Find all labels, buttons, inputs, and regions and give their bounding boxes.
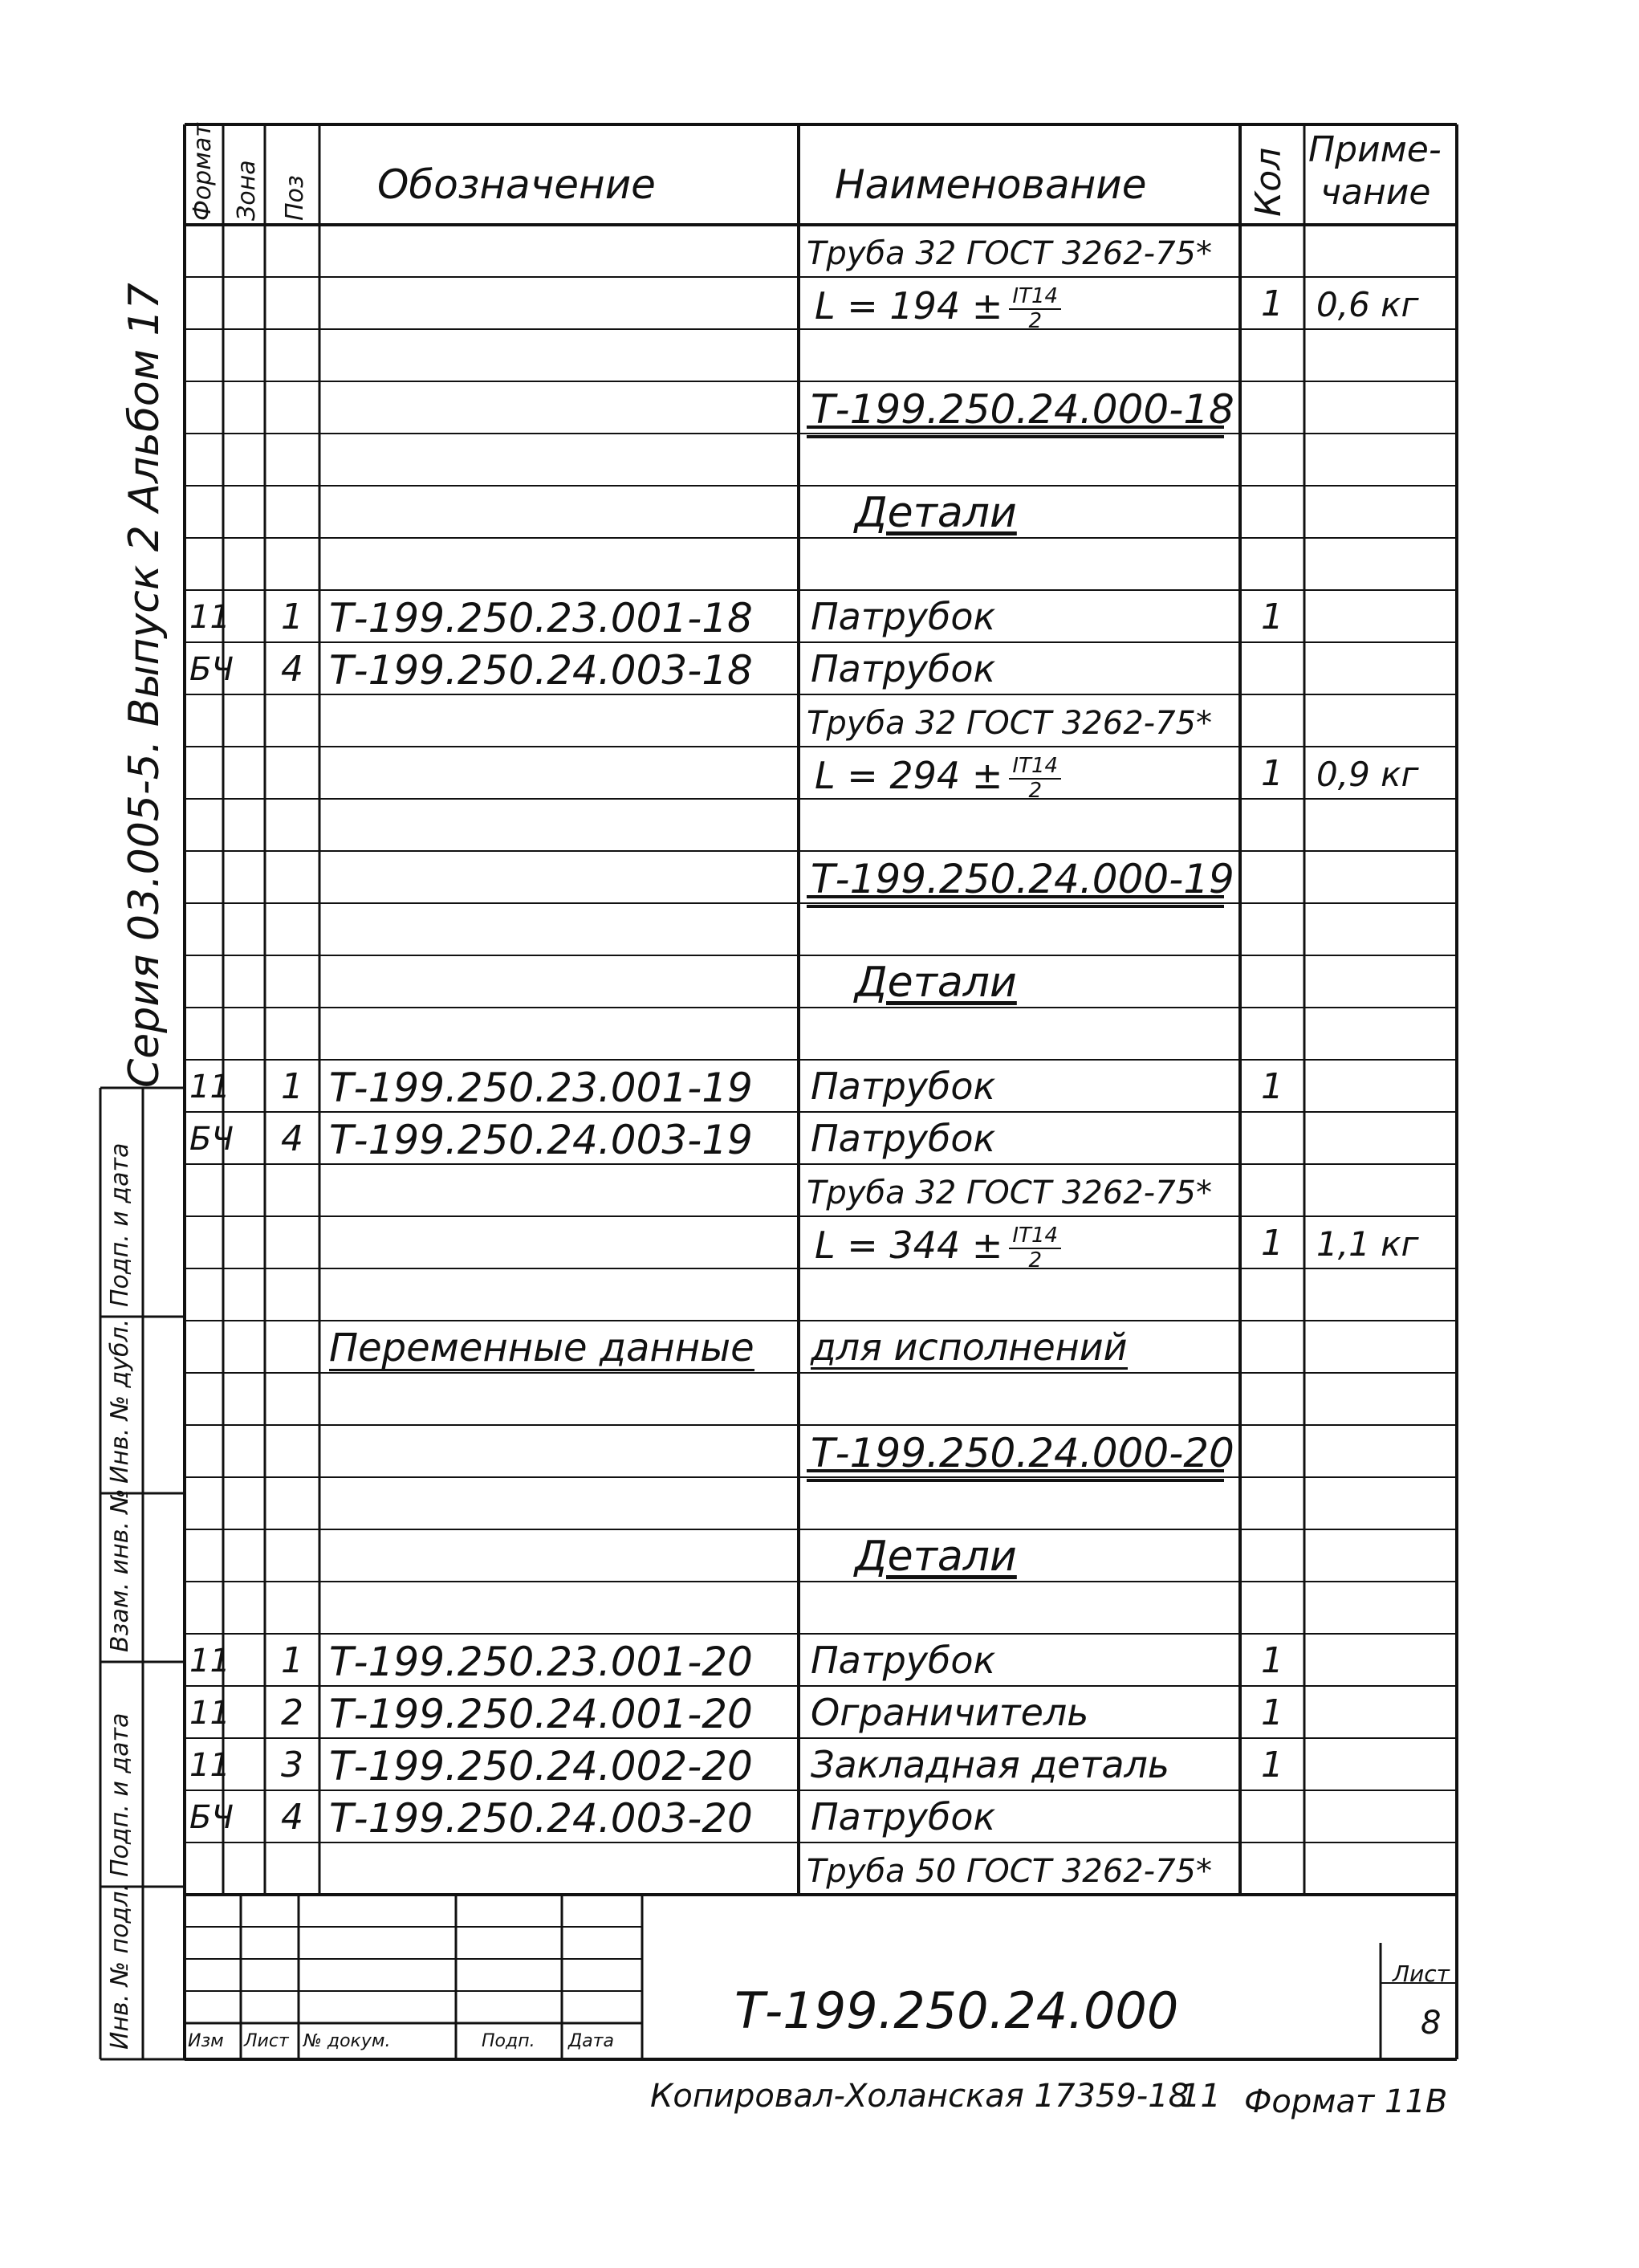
stamp-label: Подп. и дата: [106, 1142, 134, 1307]
sheet-number: 8: [1421, 2005, 1442, 2042]
fraction-numerator: IT14: [1009, 285, 1061, 310]
cell-designation: Т-199.250.23.001-20: [329, 1639, 753, 1685]
cell-name: Труба 50 ГОСТ 3262-75*: [807, 1853, 1212, 1890]
cell-format: 11: [189, 1695, 230, 1732]
stamp-label: Инв. № подл.: [106, 1883, 134, 2050]
cell-qty: 1: [1261, 1066, 1283, 1107]
title-block-label: Лист: [244, 2031, 289, 2051]
fraction-denominator: 2: [1028, 778, 1042, 803]
header-format: Формат: [189, 123, 217, 221]
assembly-designation: Т-199.250.24.000-20: [811, 1430, 1234, 1476]
footer-code: 11: [1180, 2078, 1221, 2115]
header-note-line2: чание: [1320, 172, 1431, 213]
cell-name: Патрубок: [811, 1117, 996, 1160]
cell-qty: 1: [1261, 1692, 1283, 1733]
section-heading: Детали: [855, 959, 1017, 1007]
cell-format: БЧ: [189, 651, 234, 688]
cell-designation: Т-199.250.24.003-18: [329, 647, 753, 694]
cell-qty: 1: [1261, 1223, 1283, 1264]
title-block-label: Дата: [568, 2031, 614, 2051]
cell-name: Патрубок: [811, 595, 996, 638]
cell-name: для исполнений: [811, 1325, 1128, 1369]
cell-note: 1,1 кг: [1316, 1224, 1419, 1264]
cell-name: Патрубок: [811, 647, 996, 690]
cell-name: L = 294 ± $\frac{IT14}{2}$: [815, 755, 1061, 802]
cell-name: Труба 32 ГОСТ 3262-75*: [807, 705, 1212, 742]
cell-note: 0,6 кг: [1316, 285, 1419, 324]
cell-position: 4: [281, 649, 303, 690]
cell-position: 4: [281, 1118, 303, 1159]
cell-format: 11: [189, 1747, 230, 1784]
cell-name: Ограничитель: [811, 1691, 1089, 1734]
header-zone: Зона: [233, 160, 261, 221]
cell-position: 1: [281, 1640, 303, 1681]
cell-format: БЧ: [189, 1799, 234, 1836]
title-block-designation: Т-199.250.24.000: [734, 1981, 1179, 2040]
header-pos: Поз: [281, 175, 309, 221]
section-heading: Детали: [855, 1533, 1017, 1581]
cell-name: L = 194 ± $\frac{IT14}{2}$: [815, 285, 1061, 332]
stamp-label: Взам. инв. №: [106, 1488, 134, 1652]
cell-name: Закладная деталь: [811, 1743, 1170, 1786]
cell-format: 11: [189, 599, 230, 636]
cell-qty: 1: [1261, 1745, 1283, 1785]
cell-name: Патрубок: [811, 1065, 996, 1108]
cell-designation: Т-199.250.24.001-20: [329, 1691, 753, 1737]
fraction-numerator: IT14: [1009, 755, 1061, 780]
section-heading: Детали: [855, 489, 1017, 537]
stamp-label: Подп. и дата: [106, 1712, 134, 1877]
header-name: Наименование: [835, 161, 1147, 208]
cell-qty: 1: [1261, 753, 1283, 794]
header-designation: Обозначение: [377, 161, 656, 208]
cell-qty: 1: [1261, 283, 1283, 324]
cell-format: БЧ: [189, 1121, 234, 1158]
footer-format: Формат 11В: [1244, 2083, 1448, 2120]
cell-designation: Т-199.250.23.001-19: [329, 1065, 753, 1111]
assembly-designation: Т-199.250.24.000-18: [811, 386, 1234, 433]
cell-qty: 1: [1261, 1640, 1283, 1681]
cell-position: 3: [281, 1745, 303, 1785]
footer-copied: Копировал-Холанская 17359-18: [650, 2078, 1190, 2115]
cell-designation: Т-199.250.23.001-18: [329, 595, 753, 641]
cell-designation: Т-199.250.24.002-20: [329, 1743, 753, 1790]
cell-name: L = 344 ± $\frac{IT14}{2}$: [815, 1224, 1061, 1272]
cell-qty: 1: [1261, 597, 1283, 637]
cell-name: Труба 32 ГОСТ 3262-75*: [807, 235, 1212, 272]
cell-designation: Переменные данные: [329, 1325, 754, 1370]
tolerance-fraction: [1009, 1224, 1061, 1272]
fraction-numerator: IT14: [1009, 1224, 1061, 1249]
cell-designation: Т-199.250.24.003-19: [329, 1117, 753, 1163]
assembly-designation: Т-199.250.24.000-19: [811, 856, 1234, 902]
title-block-label: Изм: [188, 2031, 224, 2051]
cell-format: 11: [189, 1069, 230, 1105]
cell-name: Патрубок: [811, 1795, 996, 1838]
cell-position: 1: [281, 597, 303, 637]
cell-name: Патрубок: [811, 1639, 996, 1682]
cell-position: 1: [281, 1066, 303, 1107]
tolerance-fraction: [1009, 285, 1061, 332]
title-block-label: Подп.: [482, 2031, 535, 2051]
sheet-label: Лист: [1393, 1961, 1450, 1987]
header-qty: Кол: [1248, 147, 1289, 217]
tolerance-fraction: [1009, 755, 1061, 802]
cell-position: 2: [281, 1692, 303, 1733]
cell-designation: Т-199.250.24.003-20: [329, 1795, 753, 1842]
cell-name: Труба 32 ГОСТ 3262-75*: [807, 1175, 1212, 1211]
fraction-denominator: 2: [1028, 1248, 1042, 1272]
header-note-line1: Приме-: [1308, 129, 1442, 170]
cell-position: 4: [281, 1797, 303, 1838]
title-block-label: № докум.: [303, 2031, 391, 2051]
series-label: Серия 03.005-5. Выпуск 2 Альбом 17: [120, 283, 169, 1088]
cell-format: 11: [189, 1643, 230, 1680]
cell-note: 0,9 кг: [1316, 755, 1419, 794]
fraction-denominator: 2: [1028, 308, 1042, 333]
stamp-label: Инв. № дубл.: [106, 1318, 134, 1484]
